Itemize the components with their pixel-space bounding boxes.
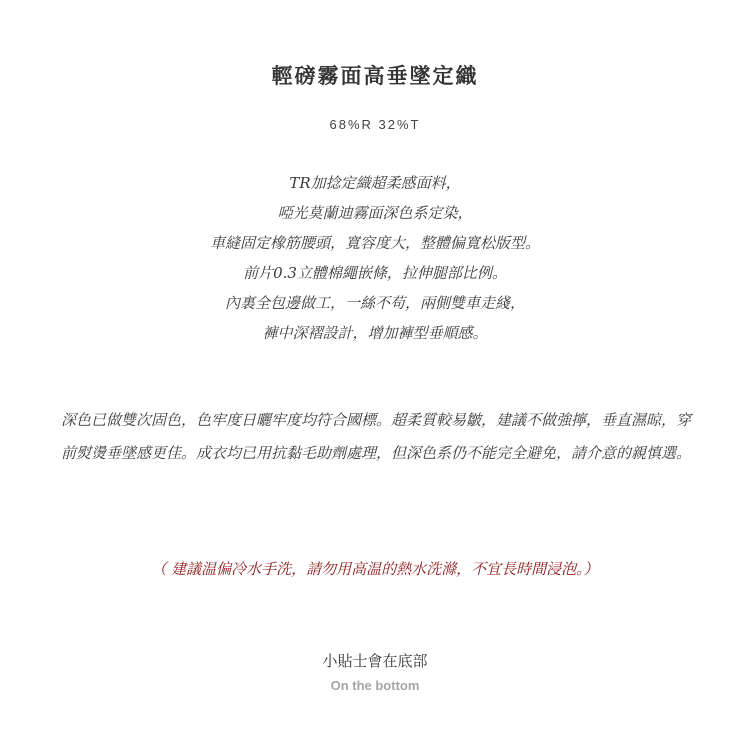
tips-label-english: On the bottom	[330, 678, 420, 693]
description-line: 啞光莫蘭迪霧面深色系定染，	[277, 204, 473, 222]
fabric-composition: 68%R 32%T	[329, 117, 421, 132]
description-line: TR加捻定織超柔感面料，	[289, 174, 461, 192]
washing-warning: （ 建議温偏冷水手洗，請勿用高温的熱水洗滌，不宜長時間浸泡。）	[151, 560, 599, 578]
care-notice: 深色已做雙次固色，色牢度日曬牢度均符合國標。超柔質較易皺，建議不做強擰，垂直濕晾，穿前熨燙垂墜感更佳。成衣均已用抗黏毛助劑處理，但深色系仍不能完全避免，請介意的親慎選。	[60, 411, 691, 462]
tips-label: 小貼士會在底部	[322, 652, 428, 670]
description-line: 內裏全包邊做工，一絲不苟，兩側雙車走綫，	[224, 294, 525, 312]
product-title: 輕磅霧面高垂墜定織	[271, 63, 479, 88]
description-line: 車縫固定橡筋腰頭，寬容度大，整體偏寬松版型。	[209, 234, 540, 252]
product-description	[0, 168, 750, 348]
description-line: 褲中深褶設計，增加褲型垂順感。	[262, 324, 488, 342]
description-line: 前片0.3立體棉繩嵌條，拉伸腿部比例。	[243, 264, 507, 282]
